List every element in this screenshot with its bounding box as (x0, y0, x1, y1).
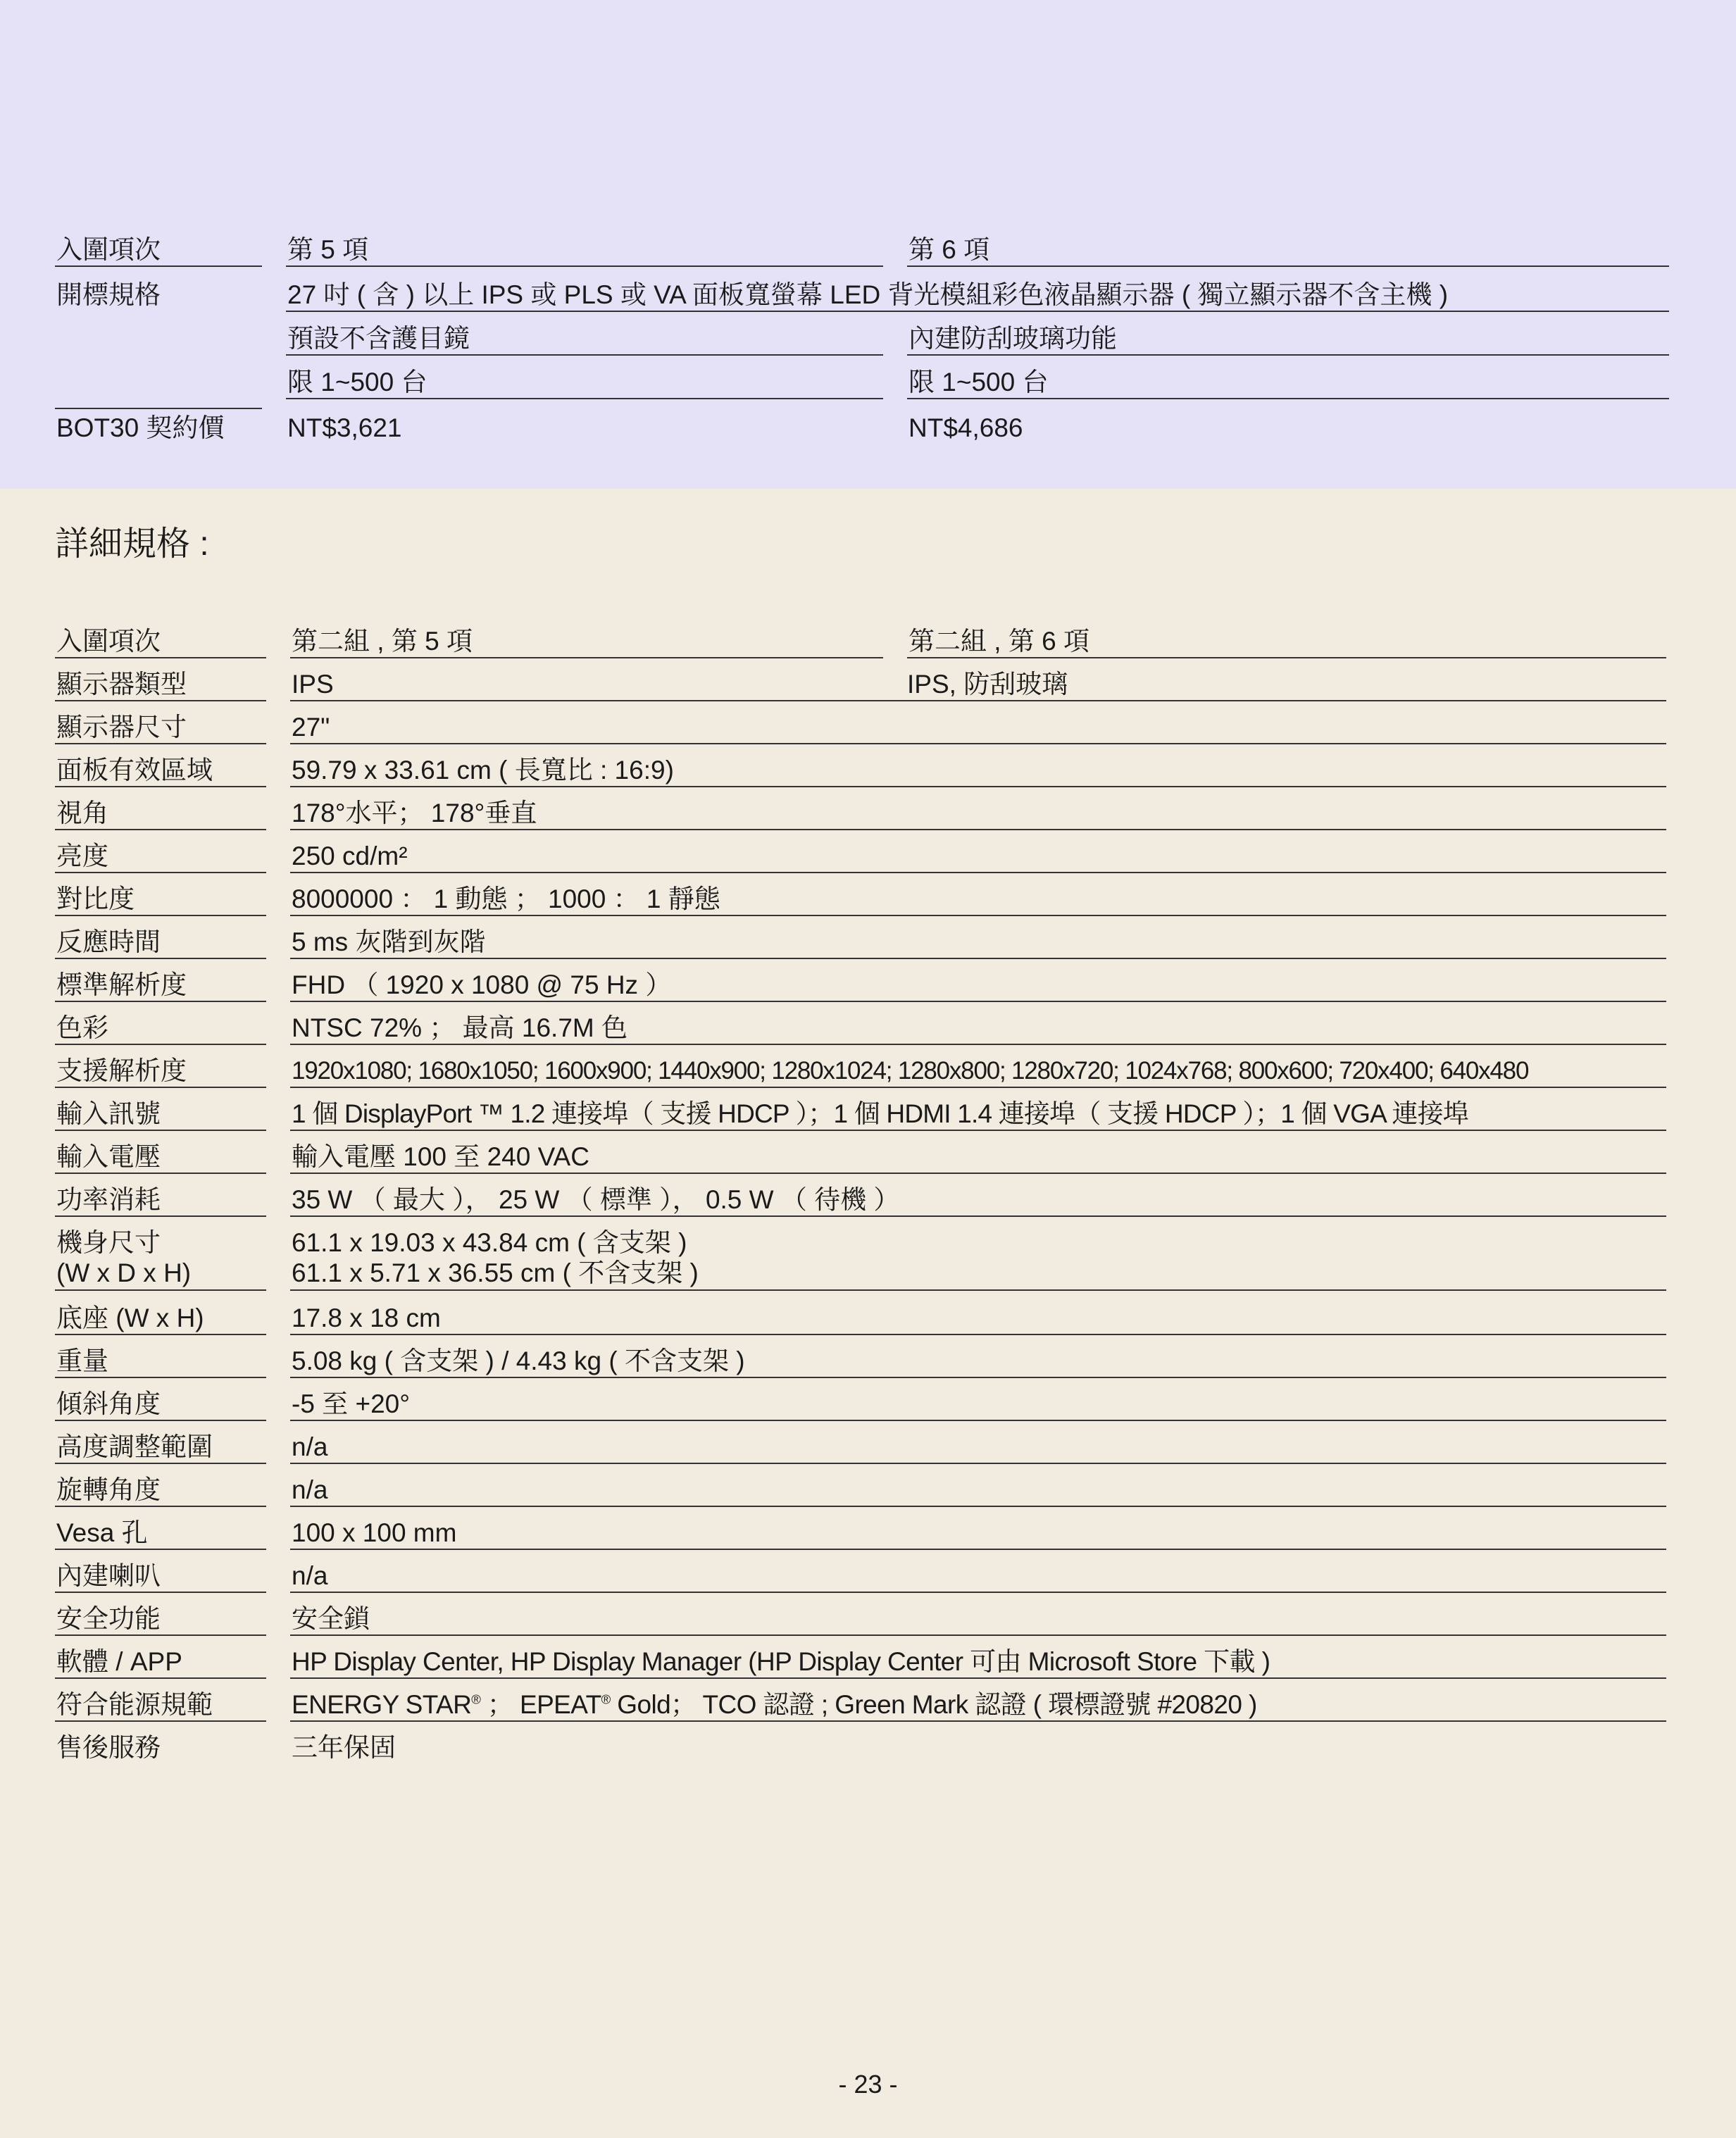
spec-label: 符合能源規範 (55, 1689, 266, 1722)
spec-value: 27" (290, 712, 1666, 744)
price-item5: NT$3,621 (287, 413, 402, 442)
item5-header: 第 5 項 (286, 235, 883, 267)
spec-value: 100 x 100 mm (290, 1518, 1666, 1550)
registered-mark: ® (471, 1692, 481, 1707)
spec-label: 底座 (W x H) (55, 1303, 266, 1335)
spec-label: 顯示器尺寸 (55, 712, 266, 744)
spec-label: 輸入電壓 (55, 1142, 266, 1174)
price-item6: NT$4,686 (908, 413, 1023, 442)
spec-value: 5 ms 灰階到灰階 (290, 927, 1666, 959)
spec5-quantity: 限 1~500 台 (286, 367, 883, 399)
spec-label: 亮度 (55, 841, 266, 873)
spec-value: 5.08 kg ( 含支架 ) / 4.43 kg ( 不含支架 ) (290, 1346, 1666, 1378)
spec6-glass: 內建防刮玻璃功能 (907, 323, 1669, 356)
label-spec: 開標規格 (56, 280, 161, 309)
spec-value: 59.79 x 33.61 cm ( 長寬比 : 16:9) (290, 755, 1666, 787)
spec-label: 標準解析度 (55, 970, 266, 1002)
spec-value-item6: IPS, 防刮玻璃 (907, 670, 1068, 699)
spec6-quantity: 限 1~500 台 (907, 367, 1669, 399)
spec-value: n/a (290, 1561, 1666, 1593)
registered-mark: ® (601, 1692, 611, 1707)
spec-value: 178°水平； 178°垂直 (290, 798, 1666, 830)
spec-value: FHD （ 1920 x 1080 @ 75 Hz ） (290, 970, 1666, 1002)
spec-value: 輸入電壓 100 至 240 VAC (290, 1142, 1666, 1174)
certifications-text: Gold； TCO 認證 ; Green Mark 認證 ( 環標證號 #20820 ) (610, 1690, 1257, 1719)
spec-label: 內建喇叭 (55, 1561, 266, 1593)
page-number: - 23 - (838, 2070, 898, 2099)
spec-label: 旋轉角度 (55, 1475, 266, 1507)
spec-label: 輸入訊號 (55, 1099, 266, 1131)
spec-value-item5: 第二組 , 第 5 項 (290, 626, 883, 658)
spec-common: 27 吋 ( 含 ) 以上 IPS 或 PLS 或 VA 面板寬螢幕 LED 背光模組彩色液晶顯示器 ( 獨立顯示器不含主機 ) (286, 280, 1669, 312)
spec-value: HP Display Center, HP Display Manager (HP Display Center 可由 Microsoft Store 下載 ) (290, 1646, 1666, 1679)
spec-label: 支援解析度 (55, 1056, 266, 1088)
item6-header: 第 6 項 (907, 235, 1669, 267)
spec-value: NTSC 72% ； 最高 16.7M 色 (290, 1013, 1666, 1045)
spec-value: 1920x1080; 1680x1050; 1600x900; 1440x900; 1280x1024; 1280x800; 1280x720; 1024x768; 800x600; 720x400; 640x480 (290, 1056, 1666, 1088)
spec-value: 17.8 x 18 cm (290, 1303, 1666, 1335)
spec-label: 安全功能 (55, 1604, 266, 1636)
spec-value: 1 個 DisplayPort ™ 1.2 連接埠（ 支援 HDCP ）；1 個 HDMI 1.4 連接埠（ 支援 HDCP ）；1 個 VGA 連接埠 (290, 1099, 1666, 1131)
spec-value: -5 至 +20° (290, 1389, 1666, 1421)
spec-label-line: (W x D x H) (56, 1258, 192, 1287)
spec5-eyeguard: 預設不含護目鏡 (286, 323, 883, 356)
spec-label: 軟體 / APP (55, 1646, 266, 1679)
spec-label: 視角 (55, 798, 266, 830)
spec-label: 高度調整範圍 (55, 1432, 266, 1464)
label-entry: 入圍項次 (55, 235, 262, 267)
spec-label: Vesa 孔 (55, 1518, 266, 1550)
spec-value (290, 1689, 1666, 1722)
spec-value-item5: IPS (292, 670, 334, 699)
spec-value: n/a (290, 1432, 1666, 1464)
energy-star-text: ENERGY STAR (292, 1690, 472, 1719)
spec-label: 售後服務 (56, 1733, 161, 1762)
label-spec-rule (55, 367, 262, 409)
spec-value: 安全鎖 (290, 1604, 1666, 1636)
spec-value: 三年保固 (292, 1733, 396, 1762)
spec-label: 面板有效區域 (55, 755, 266, 787)
spec-value-item6: 第二組 , 第 6 項 (907, 626, 1666, 658)
spec-label-line: 機身尺寸 (56, 1228, 161, 1257)
spec-label: 色彩 (55, 1013, 266, 1045)
details-title: 詳細規格 : (55, 525, 209, 563)
spec-label: 反應時間 (55, 927, 266, 959)
spec-value (290, 1227, 1666, 1291)
spec-value: 250 cd/m² (290, 841, 1666, 873)
spec-label (55, 1227, 266, 1291)
spec-value: n/a (290, 1475, 1666, 1507)
spec-value: 8000000 ： 1 動態 ； 1000 ： 1 靜態 (290, 884, 1666, 916)
spec-label: 對比度 (55, 884, 266, 916)
spec-label: 功率消耗 (55, 1184, 266, 1217)
spec-value-line: 61.1 x 19.03 x 43.84 cm ( 含支架 ) (292, 1228, 687, 1257)
spec-value-line: 61.1 x 5.71 x 36.55 cm ( 不含支架 ) (292, 1258, 699, 1287)
epeat-text: ； EPEAT (480, 1690, 601, 1719)
spec-label: 入圍項次 (55, 626, 266, 658)
spec-label: 傾斜角度 (55, 1389, 266, 1421)
spec-label: 顯示器類型 (55, 669, 266, 701)
spec-label: 重量 (55, 1346, 266, 1378)
label-price: BOT30 契約價 (56, 413, 225, 442)
spec-value: 35 W （ 最大 ）， 25 W （ 標準 ）， 0.5 W （ 待機 ） (290, 1184, 1666, 1217)
spec-value (290, 669, 1666, 701)
